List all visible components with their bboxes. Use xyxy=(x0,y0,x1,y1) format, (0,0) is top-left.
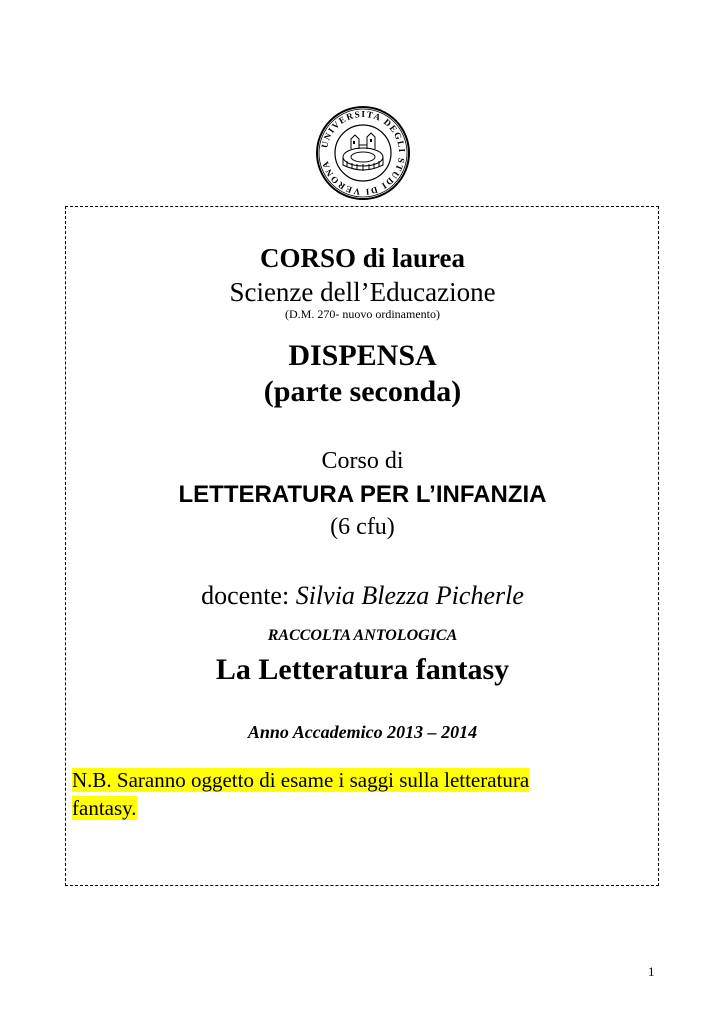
exam-note-line-2: fantasy. xyxy=(72,796,137,820)
course-credits: (6 cfu) xyxy=(330,514,395,540)
svg-text:UNIVERSITA DEGLI STUDI DI VERO xyxy=(319,109,407,197)
course-prefix: Corso di xyxy=(321,448,404,474)
exam-note-line-1: N.B. Saranno oggetto di esame i saggi sulla letteratura xyxy=(72,768,530,792)
degree-name: Scienze dell’Educazione xyxy=(229,277,496,307)
decree-note: (D.M. 270- nuovo ordinamento) xyxy=(285,307,440,321)
course-heading: CORSO di laurea xyxy=(259,243,466,273)
course-name: LETTERATURA PER L’INFANZIA xyxy=(178,481,547,508)
page-number: 1 xyxy=(648,964,655,979)
document-subtitle: (parte seconda) xyxy=(263,375,462,408)
university-seal-icon xyxy=(315,105,411,201)
teacher-line xyxy=(0,580,725,612)
seal-inscription: UNIVERSITA DEGLI STUDI DI VERONA xyxy=(319,108,408,198)
collection-label: RACCOLTA ANTOLOGICA xyxy=(267,627,458,644)
collection-title: La Letteratura fantasy xyxy=(215,653,510,686)
teacher-name: Silvia Blezza Picherle xyxy=(295,581,524,610)
academic-year: Anno Accademico 2013 – 2014 xyxy=(247,722,478,742)
exam-note xyxy=(72,766,612,822)
document-title: DISPENSA xyxy=(288,339,437,372)
teacher-label: docente: xyxy=(201,581,290,610)
